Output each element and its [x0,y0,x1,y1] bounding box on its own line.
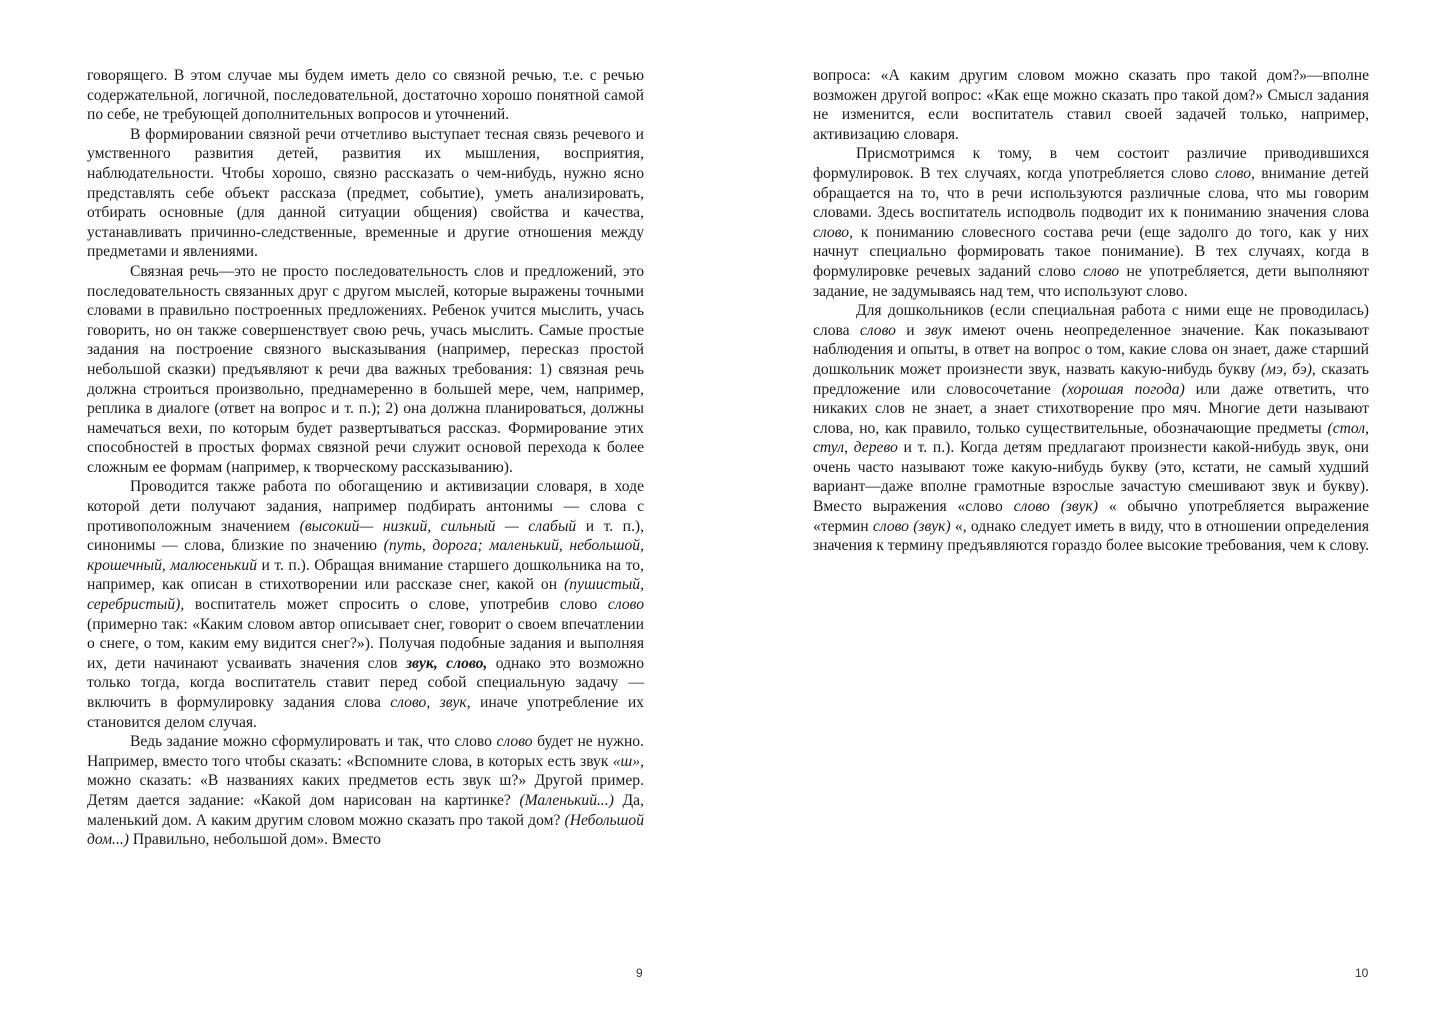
text-run: говорящего. В этом случае мы будем иметь дело со связной речью, т.е. с речью содержательной, логичной, последовательной, достаточно хорошо понятной самой по себе, не требующей дополнительных вопросов и уточнений. [87,67,644,124]
text-run: не употребляется, дети выполняют задание, не задумываясь над тем, что используют слово. [813,262,1369,300]
paragraph [87,66,644,125]
italic-term: (хорошая погода) [1061,380,1185,398]
text-run: Правильно, небольшой дом». Вместо [128,831,381,849]
left-page [87,66,644,850]
text-run: и т. п.). Обращая внимание старшего дошкольника на то, например, как описан в стихотворении или рассказе снег, какой он [87,556,645,594]
text-run: и [895,321,925,339]
italic-term: слово, [1214,164,1255,182]
text-run: сказать предложение или словосочетание [813,360,1369,398]
italic-term: слово [496,733,533,751]
text-run: воспитатель может спросить о слове, употребив слово [184,596,608,614]
text-run: Связная речь—это не просто последовательность слов и предложений, это последовательность связанных друг с другом мыслей, которые выражены точными словами в правильно построенных предложениях. Ребенок учится мыслить, учась говорить, но он также совершенствует свою речь, учась мыслить. Самые простые задания на построение связного высказывания (например, пересказ простой небольшой сказки) предъявляют к речи два важных требования: 1) связная речь должна строиться произвольно, преднамеренно в большей мере, чем, например, реплика в диалоге (ответ на вопрос и т. п.); 2) она должна планироваться, должны намечаться вехи, по которым будет развертываться рассказ. Формирование этих способностей в простых формах связной речи служит основой перехода к более сложным ее формам (например, к творческому рассказыванию). [87,262,644,476]
text-run: «, однако следует иметь в виду, что в отношении определения значения к термину предъявляются гораздо более высокие требования, чем к слову. [813,517,1369,555]
text-run: однако это возможно только тогда, когда воспитатель ставит перед собой специальную задачу — включить в формулировку задания слова [87,654,644,711]
paragraph [813,144,1369,301]
text-run: или даже ответить, что никаких слов не знает, а знает стихотворение про мяч. Многие дети называют слова, но, как правило, только существительные, обозначающие предметы [813,380,1369,437]
paragraph [87,477,644,732]
text-run: Ведь задание можно сформулировать и так, что слово [130,733,497,751]
text-run: В формировании связной речи отчетливо выступает тесная связь речевого и умственного развития детей, развития их мышления, восприятия, наблюдательности. Чтобы хорошо, связно рассказать о чем-нибудь, нужно ясно представлять себе объект рассказа (предмет, событие), уметь анализировать, отбирать основные (для данной ситуации общения) свойства и качества, устанавливать причинно-следственные, временные и другие отношения между предметами и явлениями. [87,125,644,261]
text-run: и т. п.), синонимы — слова, близкие по значению [87,517,644,555]
italic-term: слово [607,596,644,614]
right-page [813,66,1369,556]
bold-italic-term: звук, слово, [405,654,488,672]
text-run: имеют очень неопределенное значение. Как показывают наблюдения и опыты, в ответ на вопрос о том, какие слова он знает, даже старший дошкольник может произнести звук, назвать какую-нибудь букву [813,321,1369,378]
text-run: и т. п.). Когда детям предлагают произнести какой-нибудь звук, они очень часто называют тоже какую-нибудь букву (это, кстати, не самый худший вариант—даже вполне грамотные взрослые зачастую смешивают звук и букву). Вместо выражения «слово [813,439,1369,516]
italic-term: (Маленький...) [519,791,614,809]
italic-term: (стол, стул, дерево [813,419,1369,457]
text-run: (примерно так: «Каким словом автор описывает снег, говорит о своем впечатлении о снеге, о том, каким ему видится снег?»). Получая подобные задания и выполняя их, дети начинают усваивать значения слов [87,615,644,672]
text-run: можно сказать: «В названиях каких предметов есть звук ш?» Другой пример. Детям дается задание: «Какой дом нарисован на картинке? [87,772,644,809]
italic-term: «ш», [612,752,644,770]
italic-term: слово, звук, [390,694,471,711]
page-number-left: 9 [636,966,643,980]
italic-term: слово [859,321,896,339]
paragraph [87,732,644,850]
text-run: к пониманию словесного состава речи (еще задолго до того, как у них начнут специально формировать такое понимание). В тех случаях, когда в формулировке речевых заданий слово [813,223,1369,280]
paragraph [813,66,1369,144]
italic-term: слово (звук) [872,517,951,535]
italic-term: звук [924,321,952,339]
italic-term: слово (звук) [1013,498,1099,516]
italic-term: слово [1083,262,1120,280]
italic-term: (Небольшой дом...) [87,811,644,849]
text-run: Для дошкольников (если специальная работа с ними еще не проводилась) слова [813,302,1369,339]
text-run: вопроса: «А каким другим словом можно сказать про такой дом?»—вполне возможен другой вопрос: «Как еще можно сказать про такой дом?» Смысл задания не изменится, если воспитатель ставил своей задачей только, например, активизацию словаря. [813,67,1369,143]
text-run: Да, маленький дом. А каким другим словом можно сказать про такой дом? [87,791,644,829]
text-run: « обычно употребляется выражение «термин [813,498,1369,535]
text-run: Присмотримся к тому, в чем состоит различие приводившихся формулировок. В тех случаях, когда употребляется слово [813,145,1369,182]
paragraph [87,125,644,262]
text-run: иначе употребление их становится делом случая. [87,694,644,731]
page-number-right: 10 [1355,966,1369,980]
text-run: будет не нужно. Например, вместо того чтобы сказать: «Вспомните слова, в которых есть звук [87,733,644,770]
paragraph [813,301,1369,556]
italic-term: (высокий— низкий, сильный — слабый [299,517,577,535]
text-run: внимание детей обращается на то, что в речи используются различные слова, что мы говорим словами. Здесь воспитатель исподволь подводит их к пониманию значения слова [813,164,1369,222]
italic-term: (пушистый, серебристый), [87,576,644,614]
italic-term: (путь, дорога; маленький, небольшой, крошечный, малюсенький [87,537,644,574]
italic-term: слово, [813,223,853,241]
text-run: Проводится также работа по обогащению и активизации словаря, в ходе которой дети получают задания, например подбирать антонимы — слова с противоположным значением [87,478,644,535]
italic-term: (мэ, бэ), [1260,360,1316,378]
paragraph [87,262,644,478]
